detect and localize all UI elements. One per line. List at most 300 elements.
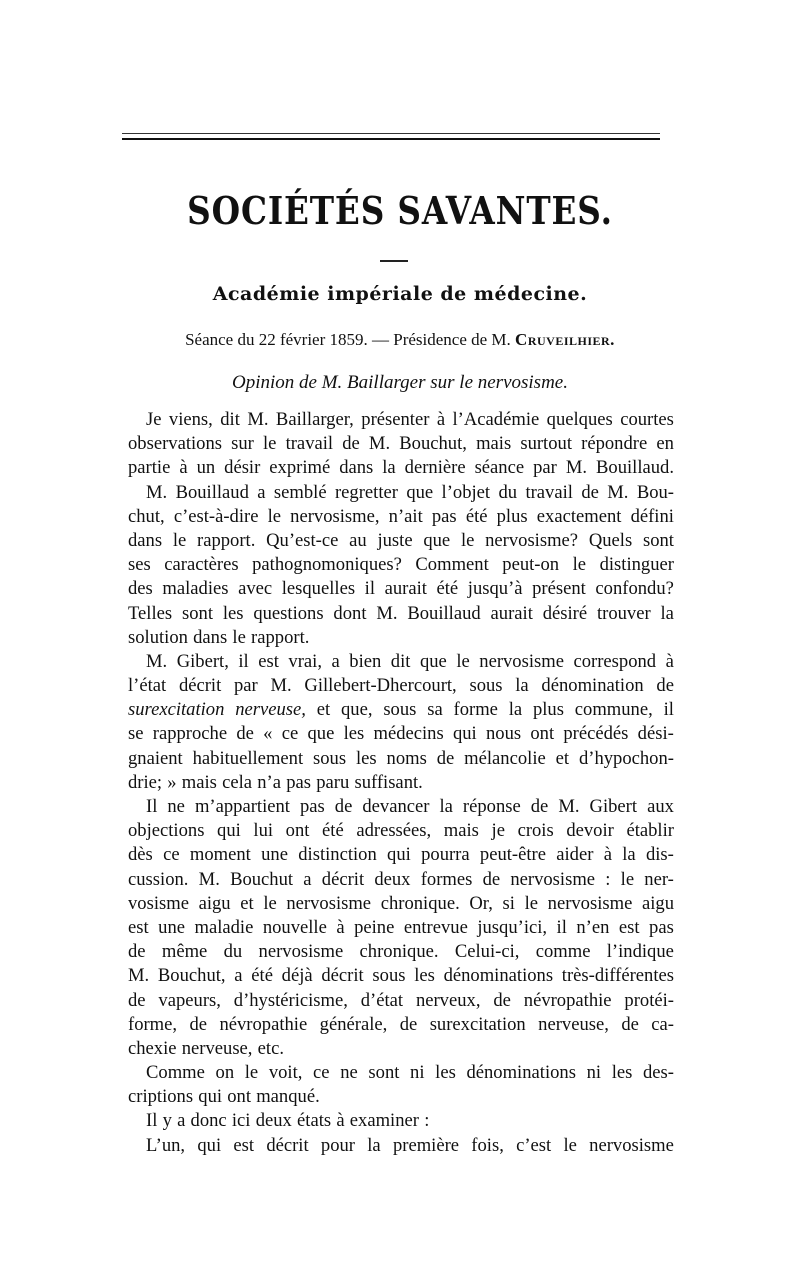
word: ner- <box>644 868 674 890</box>
word: n’a <box>257 771 281 793</box>
word: un <box>196 457 216 479</box>
word: décrit <box>266 1134 309 1156</box>
word: surtout <box>520 433 572 455</box>
word: Il <box>146 1110 158 1132</box>
word: vrai, <box>288 650 322 672</box>
text-line <box>128 626 674 650</box>
text-line <box>128 1085 674 1109</box>
seance-prefix: Séance du 22 février 1859. — Présidence de M. <box>185 330 516 349</box>
word: m’appartient <box>194 796 290 817</box>
word: ni <box>586 1062 602 1084</box>
text-line <box>128 722 674 746</box>
word: réponse <box>462 796 521 817</box>
word: jusqu’à <box>467 578 523 600</box>
word: le <box>244 1062 259 1084</box>
word: à <box>436 409 446 430</box>
word: névropathie <box>523 989 612 1011</box>
word: nerveux, <box>415 989 481 1011</box>
word: M. <box>247 409 269 430</box>
word: ont <box>285 820 310 842</box>
word: la <box>660 602 674 624</box>
word: de <box>482 868 501 890</box>
word: M. <box>146 650 168 672</box>
word: dans <box>193 626 228 648</box>
word: nervosisme? <box>485 529 579 551</box>
word: solution <box>128 626 188 648</box>
word: le <box>172 529 187 551</box>
word: et <box>316 699 331 721</box>
word: aurait <box>490 602 533 624</box>
text-line <box>128 553 674 577</box>
word: une <box>261 844 288 866</box>
word: décrit <box>321 868 365 890</box>
word: devoir <box>566 820 614 842</box>
word: du <box>223 941 243 963</box>
word: ne <box>167 796 185 817</box>
word: rapproche <box>152 723 228 745</box>
word: on <box>215 1062 235 1084</box>
word: trouver <box>596 602 651 624</box>
word: confondu? <box>595 578 674 600</box>
word: qui <box>452 723 477 745</box>
word: Bouchut, <box>157 965 226 987</box>
word: n’en <box>576 916 610 938</box>
word: médecins <box>373 723 444 745</box>
word: déjà <box>281 965 313 987</box>
word: peut-on <box>502 554 560 576</box>
word: à <box>179 457 188 479</box>
word: chronique. <box>380 892 460 914</box>
word: défini <box>630 505 674 527</box>
word: sous <box>469 675 503 697</box>
word: etc. <box>257 1037 284 1059</box>
word: aider <box>556 844 594 866</box>
text-line <box>128 1061 674 1085</box>
word: et <box>555 747 570 769</box>
word: avec <box>238 578 273 600</box>
text-line <box>128 456 674 480</box>
word: à <box>603 844 612 866</box>
word: Gibert, <box>176 650 229 672</box>
word: des- <box>642 1062 674 1084</box>
word: l’indique <box>606 941 674 963</box>
word: nervosisme <box>547 892 633 914</box>
body-text <box>128 408 674 1158</box>
word: c’est-à-dire <box>173 505 259 527</box>
word: de <box>128 941 146 963</box>
word: distinction <box>298 844 377 866</box>
word: Quels <box>588 529 633 551</box>
word: les <box>222 602 244 624</box>
word: de <box>399 1013 418 1035</box>
word: une <box>158 916 185 938</box>
word: ses <box>128 554 151 576</box>
word: de <box>236 723 254 745</box>
word: dénomination <box>541 675 644 697</box>
word: : <box>424 1110 430 1132</box>
word: il <box>238 650 249 672</box>
text-line <box>128 868 674 892</box>
word: M. <box>607 481 629 503</box>
word: le <box>460 529 475 551</box>
word: caractères <box>164 554 239 576</box>
word: entrevue <box>403 916 468 938</box>
word: forme, <box>128 1013 178 1035</box>
word: précédés <box>563 723 629 745</box>
word: Bouillaud <box>175 481 249 503</box>
word: à <box>665 650 674 672</box>
word: que <box>307 723 335 745</box>
word: névropathie <box>219 1013 308 1035</box>
word: la <box>622 844 636 866</box>
word: dont <box>333 602 367 624</box>
word: dans <box>339 457 374 479</box>
word: désiré <box>542 602 588 624</box>
word: protéi- <box>624 989 674 1011</box>
text-line <box>128 698 674 722</box>
word: M. <box>376 602 398 624</box>
word: objections <box>128 820 205 842</box>
word: les <box>355 747 377 769</box>
word: a <box>331 650 340 672</box>
text-line <box>128 529 674 553</box>
word: vapeurs, <box>158 989 221 1011</box>
word: M. <box>146 481 168 503</box>
word: états <box>297 1110 332 1132</box>
word: l’objet <box>441 481 491 503</box>
word: chexie <box>128 1037 177 1059</box>
word: ne <box>340 1062 358 1084</box>
word: l’Académie <box>452 409 540 430</box>
word: sous <box>383 699 417 721</box>
word: juste <box>377 529 413 551</box>
word: nervosisme <box>510 868 596 890</box>
word: Bou- <box>636 481 674 503</box>
word: et <box>240 892 254 914</box>
text-line <box>128 408 674 432</box>
word: M. <box>368 433 391 455</box>
text-line <box>128 771 674 795</box>
text-line <box>128 819 674 843</box>
word: lesquelles <box>281 578 356 600</box>
word: mélancolie <box>464 747 546 769</box>
word: n’ait <box>388 505 423 527</box>
word: Bouchut, <box>399 433 467 455</box>
word: moment <box>189 844 251 866</box>
word: nervosisme <box>286 892 372 914</box>
text-line <box>128 650 674 674</box>
word: partie <box>128 457 171 479</box>
word: sont <box>368 1062 400 1084</box>
word: nerveuse, <box>235 699 306 721</box>
word: je <box>491 820 505 842</box>
word: observations <box>128 433 222 455</box>
word: qui <box>217 820 241 842</box>
word: sa <box>427 699 443 721</box>
text-line <box>128 1109 674 1133</box>
word: Qu’est-ce <box>266 529 339 551</box>
word: ce <box>281 723 299 745</box>
word: examiner <box>349 1110 419 1132</box>
word: voit, <box>268 1062 303 1084</box>
word: a <box>234 965 243 987</box>
word: il <box>556 916 567 938</box>
word: cela <box>222 771 253 793</box>
word: sont <box>181 602 213 624</box>
article-subheading: Opinion de M. Baillarger sur le nervosisme. <box>232 372 568 393</box>
title-divider <box>380 260 408 262</box>
text-line <box>128 1013 674 1037</box>
word: séance <box>474 457 525 479</box>
word: par <box>533 457 557 479</box>
word: été <box>465 505 488 527</box>
word: le <box>267 505 282 527</box>
word: décrit <box>321 965 364 987</box>
seance-line <box>0 330 800 350</box>
word: qui <box>387 844 411 866</box>
word: mais <box>181 771 217 793</box>
word: travail <box>285 433 334 455</box>
word: nervosisme <box>589 1134 674 1156</box>
word: que <box>406 481 434 503</box>
word: M. <box>558 796 580 817</box>
word: très-différentes <box>561 965 674 987</box>
word: Comment <box>415 554 489 576</box>
word: nerveuse, <box>181 1037 253 1059</box>
word: qui <box>198 1086 223 1108</box>
word: dis- <box>645 844 674 866</box>
word: que <box>423 529 451 551</box>
word: mais <box>476 433 512 455</box>
word: si <box>502 892 515 914</box>
word: dési- <box>637 723 674 745</box>
word: à <box>336 916 345 938</box>
word: lui <box>253 820 274 842</box>
word: courtes <box>620 409 674 430</box>
text-line <box>128 481 674 505</box>
word: dénominations <box>466 1062 576 1084</box>
word: ont <box>227 1086 252 1108</box>
word: ni <box>410 1062 425 1084</box>
word: peut-être <box>479 844 546 866</box>
text-line <box>128 964 674 988</box>
word: crois <box>517 820 554 842</box>
word: été <box>251 965 273 987</box>
word: distinguer <box>599 554 674 576</box>
word: d’état <box>360 989 404 1011</box>
word: Bouillaud. <box>596 457 674 479</box>
word: a <box>257 481 266 503</box>
word: dernière <box>404 457 466 479</box>
word: qui <box>197 1134 222 1156</box>
word: établir <box>626 820 674 842</box>
word: sous <box>372 965 406 987</box>
word: pas <box>286 771 311 793</box>
word: « <box>263 723 273 745</box>
word: exactement <box>536 505 622 527</box>
word: nouvelle <box>262 916 327 938</box>
word: aigu <box>198 892 231 914</box>
word: aigu <box>641 892 674 914</box>
word: par <box>234 675 258 697</box>
word: noms <box>386 747 427 769</box>
word: » <box>167 771 177 793</box>
word: est <box>128 916 149 938</box>
word: manqué. <box>256 1086 320 1108</box>
word: ont <box>530 723 555 745</box>
word: désir <box>224 457 261 479</box>
word: semblé <box>273 481 327 503</box>
word: fois, <box>471 1134 504 1156</box>
word: le <box>232 626 246 648</box>
word: Je <box>146 409 162 430</box>
word: rapport. <box>197 529 256 551</box>
text-line <box>128 795 674 819</box>
word: de <box>530 796 549 817</box>
word: exprimé <box>269 457 331 479</box>
word: plus <box>496 505 528 527</box>
word: viens, <box>168 409 213 430</box>
word: ce <box>163 844 180 866</box>
word: dit <box>390 650 411 672</box>
word: pas <box>431 505 457 527</box>
word: bien <box>349 650 382 672</box>
word: dit <box>220 409 240 430</box>
word: nervosisme <box>258 941 344 963</box>
word: pathognomoniques? <box>252 554 402 576</box>
page-title: SOCIÉTÉS SAVANTES. <box>187 188 613 233</box>
word: M. <box>128 965 150 987</box>
text-line <box>128 432 674 456</box>
word: forme <box>453 699 498 721</box>
word: il <box>364 578 375 600</box>
president-name: Cruveilhier. <box>515 330 615 349</box>
word: est <box>258 650 279 672</box>
word: décrit <box>178 675 222 697</box>
word: chut, <box>128 505 165 527</box>
word: été <box>322 820 344 842</box>
word: répondre <box>581 433 648 455</box>
word: Celui-ci, <box>454 941 520 963</box>
word: les <box>611 1062 633 1084</box>
text-line <box>128 602 674 626</box>
word: le <box>563 1134 577 1156</box>
word: plus <box>532 699 564 721</box>
word: Bouchut <box>230 868 294 890</box>
word: le <box>456 650 470 672</box>
word: ici <box>231 1110 251 1132</box>
word: Gibert <box>589 796 638 817</box>
word: présenter <box>361 409 430 430</box>
word: Il <box>146 796 158 817</box>
word: de <box>342 433 360 455</box>
text-line <box>128 577 674 601</box>
word: : <box>605 868 611 890</box>
word: les <box>414 965 435 987</box>
word: nervosisme <box>479 650 564 672</box>
word: de <box>581 481 599 503</box>
word: été <box>436 578 459 600</box>
text-line <box>128 674 674 698</box>
word: vosisme <box>128 892 189 914</box>
word: la <box>439 796 453 817</box>
word: présent <box>532 578 586 600</box>
top-rule <box>122 133 660 140</box>
word: se <box>128 723 144 745</box>
word: habituellement <box>192 747 304 769</box>
word: pas <box>299 796 325 817</box>
word: pas <box>649 916 674 938</box>
word: de <box>493 989 511 1011</box>
word: chronique. <box>359 941 439 963</box>
word: ce <box>313 1062 330 1084</box>
word: correspond <box>573 650 657 672</box>
word: formes <box>420 868 473 890</box>
word: sont <box>642 529 674 551</box>
word: Gillebert-Dhercourt, <box>304 675 457 697</box>
text-line <box>128 892 674 916</box>
word: même <box>161 941 208 963</box>
word: maladies <box>162 578 229 600</box>
word: aurait <box>384 578 427 600</box>
word: jusqu’ici, <box>477 916 548 938</box>
section-heading: Académie impériale de médecine. <box>212 283 588 305</box>
word: c’est <box>516 1134 552 1156</box>
word: M. <box>565 457 588 479</box>
word: deux <box>374 868 411 890</box>
word: a <box>303 868 312 890</box>
word: pour <box>320 1134 355 1156</box>
word: a <box>177 1110 186 1132</box>
word: surexcitation <box>429 1013 526 1035</box>
word: la <box>382 457 396 479</box>
word: nous <box>485 723 522 745</box>
word: de <box>436 747 455 769</box>
word: les <box>435 1062 456 1084</box>
word: maladie <box>194 916 254 938</box>
word: de <box>334 796 353 817</box>
word: regretter <box>334 481 398 503</box>
word: que <box>419 650 447 672</box>
word: de <box>128 989 146 1011</box>
word: surexcitation <box>128 699 225 721</box>
word: Baillarger, <box>275 409 354 430</box>
word: commune, <box>574 699 653 721</box>
word: le <box>263 892 277 914</box>
word: des <box>128 578 153 600</box>
word: M. <box>198 868 220 890</box>
word: criptions <box>128 1086 194 1108</box>
text-line <box>128 1037 674 1061</box>
word: il <box>663 699 674 721</box>
word: Comme <box>146 1062 205 1084</box>
word: rapport. <box>251 626 310 648</box>
word: dénominations <box>443 965 554 987</box>
word: l’état <box>128 675 167 697</box>
word: peine <box>354 916 395 938</box>
word: générale, <box>319 1013 388 1035</box>
word: le <box>524 892 538 914</box>
word: le <box>572 554 587 576</box>
word: les <box>343 723 365 745</box>
word: suffisant. <box>354 771 423 793</box>
word: de <box>189 1013 208 1035</box>
word: pourra <box>421 844 470 866</box>
word: deux <box>255 1110 292 1132</box>
word: ca- <box>651 1013 674 1035</box>
text-line <box>128 916 674 940</box>
word: la <box>515 675 529 697</box>
